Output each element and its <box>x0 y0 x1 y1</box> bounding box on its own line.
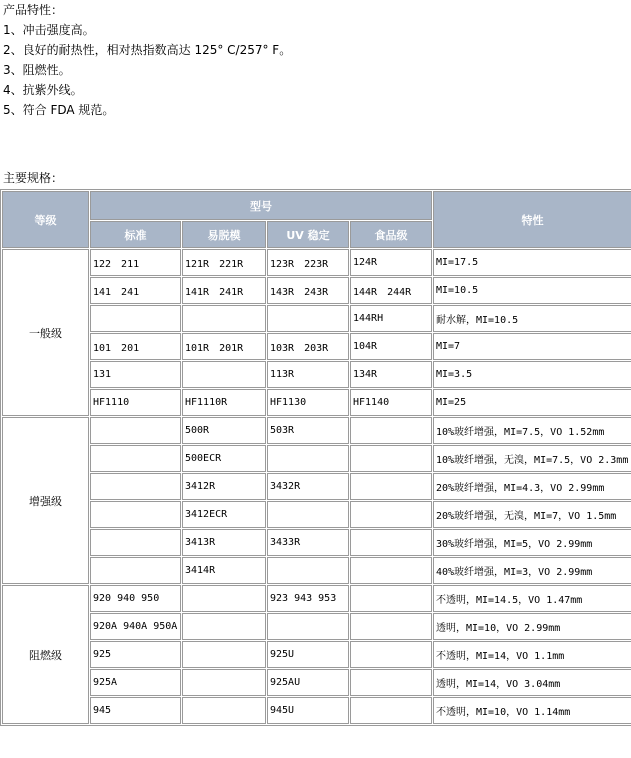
uv-stable-cell: 945U <box>267 697 349 724</box>
food-grade-cell: 144RH <box>350 305 432 332</box>
easy-release-cell: 3414R <box>182 557 266 584</box>
easy-release-cell: HF1110R <box>182 389 266 416</box>
spec-title: 主要规格： <box>3 171 64 185</box>
food-grade-cell <box>350 585 432 612</box>
property-cell: 不透明，MI=14，VO 1.1mm <box>433 641 631 668</box>
property-cell: 不透明，MI=14.5，VO 1.47mm <box>433 585 631 612</box>
property-cell: MI=17.5 <box>433 249 631 276</box>
standard-cell <box>90 445 181 472</box>
uv-stable-cell: 503R <box>267 417 349 444</box>
uv-stable-cell: 143R 243R <box>267 277 349 304</box>
feature-item: 5、符合 FDA 规范。 <box>3 103 115 117</box>
food-grade-cell <box>350 529 432 556</box>
uv-stable-cell <box>267 613 349 640</box>
easy-release-cell: 500R <box>182 417 266 444</box>
property-cell: 40%玻纤增强，MI=3，VO 2.99mm <box>433 557 631 584</box>
uv-stable-cell: 923 943 953 <box>267 585 349 612</box>
easy-release-cell: 141R 241R <box>182 277 266 304</box>
table-row <box>2 361 631 388</box>
table-row <box>2 305 631 332</box>
header-model: 型号 <box>90 191 432 220</box>
feature-item: 2、良好的耐热性，相对热指数高达 125° C/257° F。 <box>3 43 292 57</box>
feature-item: 3、阻燃性。 <box>3 63 71 77</box>
food-grade-cell: 134R <box>350 361 432 388</box>
food-grade-cell: 104R <box>350 333 432 360</box>
grade-cell: 增强级 <box>2 417 89 584</box>
table-row <box>2 697 631 724</box>
uv-stable-cell: 3432R <box>267 473 349 500</box>
product-features <box>3 0 291 120</box>
property-cell: MI=10.5 <box>433 277 631 304</box>
uv-stable-cell: 123R 223R <box>267 249 349 276</box>
standard-cell <box>90 557 181 584</box>
food-grade-cell <box>350 473 432 500</box>
food-grade-cell <box>350 697 432 724</box>
property-cell: 透明，MI=10，VO 2.99mm <box>433 613 631 640</box>
standard-cell: 141 241 <box>90 277 181 304</box>
table-row <box>2 641 631 668</box>
header-grade: 等级 <box>2 191 89 248</box>
easy-release-cell <box>182 361 266 388</box>
header-standard: 标准 <box>90 221 181 248</box>
standard-cell: 122 211 <box>90 249 181 276</box>
food-grade-cell: 144R 244R <box>350 277 432 304</box>
table-row <box>2 669 631 696</box>
easy-release-cell: 121R 221R <box>182 249 266 276</box>
table-row <box>2 445 631 472</box>
uv-stable-cell <box>267 501 349 528</box>
standard-cell: 131 <box>90 361 181 388</box>
uv-stable-cell <box>267 445 349 472</box>
property-cell: 30%玻纤增强，MI=5，VO 2.99mm <box>433 529 631 556</box>
food-grade-cell <box>350 641 432 668</box>
feature-item: 4、抗紫外线。 <box>3 83 83 97</box>
uv-stable-cell: 925AU <box>267 669 349 696</box>
table-row <box>2 249 631 276</box>
food-grade-cell <box>350 417 432 444</box>
easy-release-cell: 500ECR <box>182 445 266 472</box>
food-grade-cell <box>350 557 432 584</box>
table-row <box>2 585 631 612</box>
food-grade-cell <box>350 445 432 472</box>
property-cell: 耐水解，MI=10.5 <box>433 305 631 332</box>
property-cell: 10%玻纤增强，MI=7.5，VO 1.52mm <box>433 417 631 444</box>
standard-cell <box>90 473 181 500</box>
standard-cell <box>90 529 181 556</box>
spec-body <box>2 249 631 724</box>
property-cell: MI=3.5 <box>433 361 631 388</box>
easy-release-cell <box>182 641 266 668</box>
food-grade-cell: HF1140 <box>350 389 432 416</box>
property-cell: 10%玻纤增强，无溴，MI=7.5，VO 2.3mm <box>433 445 631 472</box>
table-row <box>2 389 631 416</box>
standard-cell: 925A <box>90 669 181 696</box>
food-grade-cell <box>350 501 432 528</box>
standard-cell <box>90 305 181 332</box>
uv-stable-cell: 3433R <box>267 529 349 556</box>
easy-release-cell <box>182 305 266 332</box>
feature-item: 1、冲击强度高。 <box>3 23 95 37</box>
easy-release-cell <box>182 585 266 612</box>
table-row <box>2 529 631 556</box>
header-property: 特性 <box>433 191 631 248</box>
uv-stable-cell <box>267 557 349 584</box>
easy-release-cell: 101R 201R <box>182 333 266 360</box>
uv-stable-cell: 103R 203R <box>267 333 349 360</box>
table-row <box>2 613 631 640</box>
uv-stable-cell: 925U <box>267 641 349 668</box>
header-food-grade: 食品级 <box>350 221 432 248</box>
grade-cell: 阻燃级 <box>2 585 89 724</box>
easy-release-cell <box>182 697 266 724</box>
standard-cell: 945 <box>90 697 181 724</box>
standard-cell: 101 201 <box>90 333 181 360</box>
property-cell: MI=7 <box>433 333 631 360</box>
uv-stable-cell <box>267 305 349 332</box>
easy-release-cell: 3413R <box>182 529 266 556</box>
header-easy-release: 易脱模 <box>182 221 266 248</box>
property-cell: 20%玻纤增强，无溴，MI=7，VO 1.5mm <box>433 501 631 528</box>
food-grade-cell: 124R <box>350 249 432 276</box>
table-row <box>2 417 631 444</box>
grade-cell: 一般级 <box>2 249 89 416</box>
property-cell: 20%玻纤增强，MI=4.3，VO 2.99mm <box>433 473 631 500</box>
easy-release-cell <box>182 613 266 640</box>
property-cell: MI=25 <box>433 389 631 416</box>
standard-cell: 920A 940A 950A <box>90 613 181 640</box>
easy-release-cell: 3412ECR <box>182 501 266 528</box>
table-row <box>2 557 631 584</box>
table-row <box>2 333 631 360</box>
standard-cell <box>90 417 181 444</box>
uv-stable-cell: HF1130 <box>267 389 349 416</box>
header-uv-stable: UV 稳定 <box>267 221 349 248</box>
easy-release-cell: 3412R <box>182 473 266 500</box>
table-row <box>2 501 631 528</box>
food-grade-cell <box>350 613 432 640</box>
table-row <box>2 277 631 304</box>
features-title: 产品特性： <box>3 3 64 17</box>
table-row <box>2 473 631 500</box>
easy-release-cell <box>182 669 266 696</box>
uv-stable-cell: 113R <box>267 361 349 388</box>
property-cell: 透明，MI=14，VO 3.04mm <box>433 669 631 696</box>
standard-cell: 920 940 950 <box>90 585 181 612</box>
standard-cell <box>90 501 181 528</box>
spec-table <box>0 189 631 726</box>
standard-cell: 925 <box>90 641 181 668</box>
property-cell: 不透明，MI=10，VO 1.14mm <box>433 697 631 724</box>
standard-cell: HF1110 <box>90 389 181 416</box>
food-grade-cell <box>350 669 432 696</box>
